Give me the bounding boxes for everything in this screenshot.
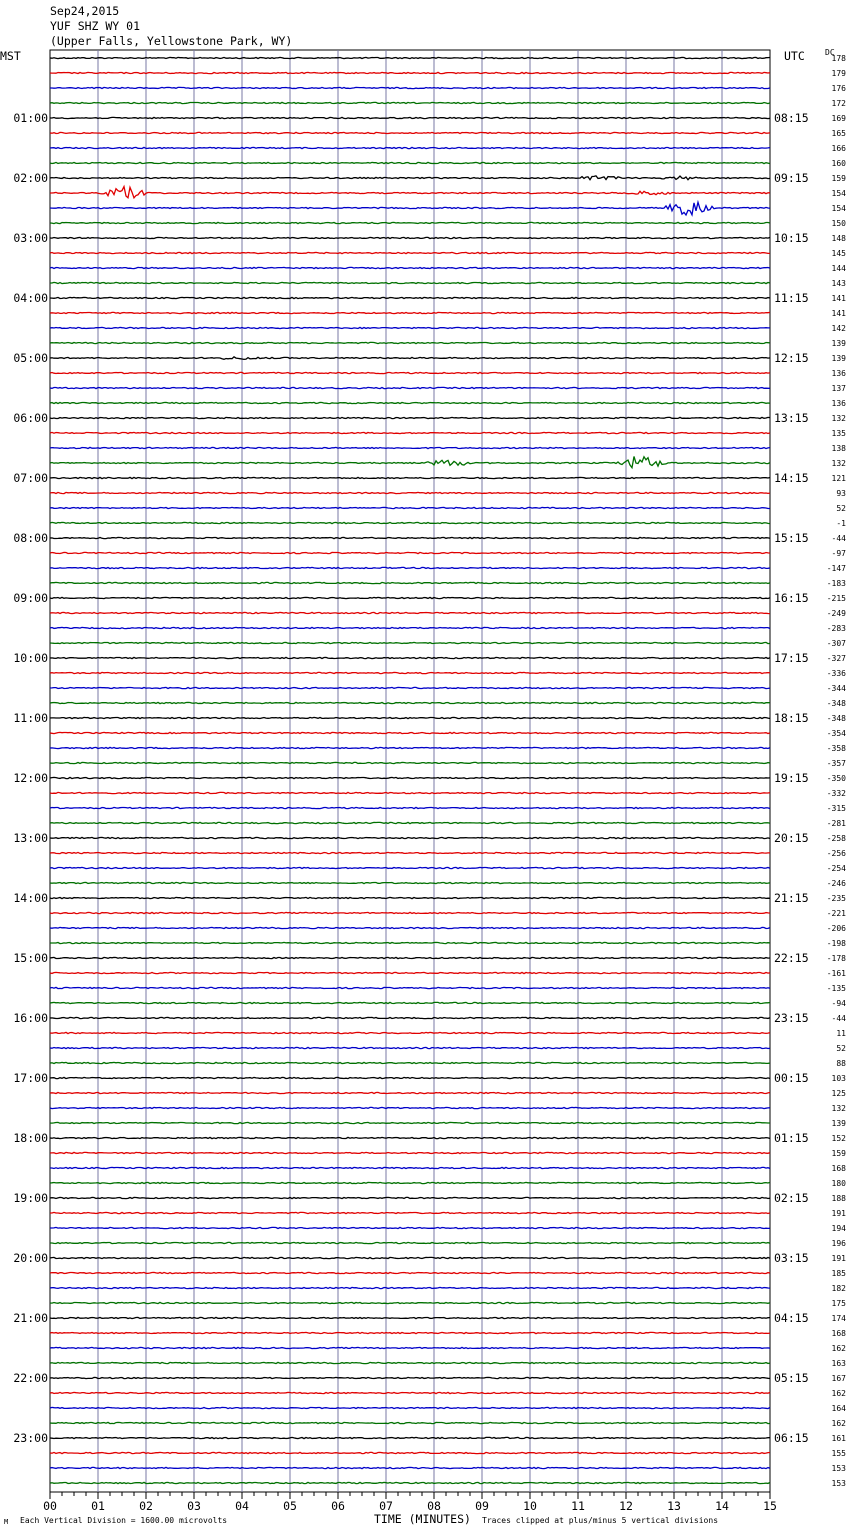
dc-value: 161 bbox=[831, 1434, 846, 1443]
utc-hour-label: 14:15 bbox=[774, 471, 809, 485]
seismic-trace bbox=[50, 432, 770, 433]
x-tick-label: 05 bbox=[283, 1499, 297, 1513]
seismic-trace bbox=[50, 1347, 770, 1348]
mst-hour-label: 13:00 bbox=[13, 831, 48, 845]
seismic-trace bbox=[50, 807, 770, 808]
mst-hour-label: 01:00 bbox=[13, 111, 48, 125]
utc-hour-label: 17:15 bbox=[774, 651, 809, 665]
dc-value: -135 bbox=[826, 984, 846, 993]
utc-hour-label: 09:15 bbox=[774, 171, 809, 185]
dc-value: 141 bbox=[831, 309, 846, 318]
mst-hour-label: 15:00 bbox=[13, 951, 48, 965]
dc-value: -1 bbox=[836, 519, 846, 528]
seismic-trace bbox=[50, 687, 770, 688]
station-label: YUF SHZ WY 01 bbox=[50, 19, 141, 33]
seismic-trace bbox=[50, 867, 770, 868]
seismic-trace bbox=[50, 1422, 770, 1423]
dc-value: 166 bbox=[831, 144, 846, 153]
dc-value: -147 bbox=[826, 564, 846, 573]
dc-value: 138 bbox=[831, 444, 846, 453]
seismic-trace bbox=[50, 957, 770, 958]
dc-value: -254 bbox=[826, 864, 846, 873]
seismic-trace bbox=[50, 612, 770, 613]
seismic-trace bbox=[50, 1242, 770, 1243]
seismic-trace bbox=[50, 732, 770, 733]
seismic-trace bbox=[50, 1092, 770, 1093]
seismic-trace bbox=[50, 402, 770, 403]
seismic-trace bbox=[50, 1332, 770, 1333]
dc-value: -307 bbox=[826, 639, 846, 648]
dc-value: -348 bbox=[826, 714, 846, 723]
x-tick-label: 08 bbox=[427, 1499, 441, 1513]
dc-value: 168 bbox=[831, 1164, 846, 1173]
seismic-trace bbox=[50, 552, 770, 553]
seismic-trace bbox=[50, 87, 770, 88]
dc-value: 196 bbox=[831, 1239, 846, 1248]
dc-value: -281 bbox=[826, 819, 846, 828]
seismic-trace bbox=[50, 897, 770, 898]
seismic-trace bbox=[50, 357, 770, 360]
seismic-trace bbox=[50, 1227, 770, 1228]
dc-value: 132 bbox=[831, 1104, 846, 1113]
mst-hour-label: 09:00 bbox=[13, 591, 48, 605]
utc-hour-label: 16:15 bbox=[774, 591, 809, 605]
dc-value: -44 bbox=[831, 534, 846, 543]
dc-value: 121 bbox=[831, 474, 846, 483]
seismic-trace bbox=[50, 1062, 770, 1063]
dc-value: 132 bbox=[831, 459, 846, 468]
dc-value: 178 bbox=[831, 54, 846, 63]
dc-value: 159 bbox=[831, 174, 846, 183]
seismic-trace bbox=[50, 1047, 770, 1048]
dc-value: 176 bbox=[831, 84, 846, 93]
seismic-trace bbox=[50, 176, 770, 180]
dc-value: 174 bbox=[831, 1314, 846, 1323]
plot-frame bbox=[50, 50, 770, 1492]
dc-value: -357 bbox=[826, 759, 846, 768]
utc-hour-label: 20:15 bbox=[774, 831, 809, 845]
dc-value: 182 bbox=[831, 1284, 846, 1293]
dc-value: -215 bbox=[826, 594, 846, 603]
mst-hour-label: 23:00 bbox=[13, 1431, 48, 1445]
seismic-trace bbox=[50, 777, 770, 778]
dc-value: 154 bbox=[831, 204, 846, 213]
clip-note: Traces clipped at plus/minus 5 vertical divisions bbox=[482, 1516, 719, 1525]
dc-value: 179 bbox=[831, 69, 846, 78]
mst-hour-label: 07:00 bbox=[13, 471, 48, 485]
utc-hour-label: 22:15 bbox=[774, 951, 809, 965]
dc-value: 125 bbox=[831, 1089, 846, 1098]
seismic-trace bbox=[50, 1077, 770, 1078]
dc-value: -198 bbox=[826, 939, 846, 948]
seismic-trace bbox=[50, 747, 770, 748]
mst-hour-label: 10:00 bbox=[13, 651, 48, 665]
seismic-trace bbox=[50, 132, 770, 133]
dc-value: 163 bbox=[831, 1359, 846, 1368]
seismic-trace bbox=[50, 252, 770, 253]
seismic-trace bbox=[50, 1002, 770, 1003]
dc-value: -161 bbox=[826, 969, 846, 978]
seismic-trace bbox=[50, 1437, 770, 1438]
dc-value: -249 bbox=[826, 609, 846, 618]
seismic-trace bbox=[50, 457, 770, 468]
seismic-trace bbox=[50, 222, 770, 223]
dc-value: 164 bbox=[831, 1404, 846, 1413]
dc-value: 139 bbox=[831, 354, 846, 363]
dc-value: -336 bbox=[826, 669, 846, 678]
seismic-trace bbox=[50, 657, 770, 658]
dc-value: 139 bbox=[831, 1119, 846, 1128]
dc-value: 150 bbox=[831, 219, 846, 228]
utc-hour-label: 02:15 bbox=[774, 1191, 809, 1205]
x-tick-label: 03 bbox=[187, 1499, 201, 1513]
seismic-trace bbox=[50, 942, 770, 943]
x-tick-label: 14 bbox=[715, 1499, 729, 1513]
utc-hour-label: 11:15 bbox=[774, 291, 809, 305]
dc-value: -332 bbox=[826, 789, 846, 798]
seismic-trace bbox=[50, 1257, 770, 1258]
seismic-trace bbox=[50, 1032, 770, 1033]
dc-value: -94 bbox=[831, 999, 846, 1008]
dc-value: -256 bbox=[826, 849, 846, 858]
x-tick-label: 02 bbox=[139, 1499, 153, 1513]
dc-value: -178 bbox=[826, 954, 846, 963]
dc-label: DC bbox=[825, 48, 835, 57]
mst-hour-label: 11:00 bbox=[13, 711, 48, 725]
dc-value: -348 bbox=[826, 699, 846, 708]
seismic-trace bbox=[50, 792, 770, 793]
dc-value: 103 bbox=[831, 1074, 846, 1083]
utc-hour-label: 12:15 bbox=[774, 351, 809, 365]
dc-value: 153 bbox=[831, 1479, 846, 1488]
seismic-trace bbox=[50, 1017, 770, 1018]
utc-hour-label: 04:15 bbox=[774, 1311, 809, 1325]
location-label: (Upper Falls, Yellowstone Park, WY) bbox=[50, 34, 293, 48]
seismic-trace bbox=[50, 1197, 770, 1198]
dc-value: -235 bbox=[826, 894, 846, 903]
seismic-trace bbox=[50, 522, 770, 523]
seismic-trace bbox=[50, 507, 770, 508]
seismic-trace bbox=[50, 327, 770, 328]
seismic-trace bbox=[50, 187, 770, 198]
x-tick-label: 00 bbox=[43, 1499, 57, 1513]
dc-value: 172 bbox=[831, 99, 846, 108]
seismic-trace bbox=[50, 822, 770, 823]
dc-value: 168 bbox=[831, 1329, 846, 1338]
seismic-trace bbox=[50, 672, 770, 673]
x-tick-label: 12 bbox=[619, 1499, 633, 1513]
seismic-trace bbox=[50, 1137, 770, 1138]
mst-hour-label: 17:00 bbox=[13, 1071, 48, 1085]
utc-hour-label: 03:15 bbox=[774, 1251, 809, 1265]
seismic-trace bbox=[50, 972, 770, 973]
dc-value: 165 bbox=[831, 129, 846, 138]
utc-hour-label: 23:15 bbox=[774, 1011, 809, 1025]
dc-value: -315 bbox=[826, 804, 846, 813]
seismic-trace bbox=[50, 1452, 770, 1453]
mst-hour-label: 02:00 bbox=[13, 171, 48, 185]
dc-value: 191 bbox=[831, 1209, 846, 1218]
dc-value: 11 bbox=[836, 1029, 846, 1038]
seismic-trace bbox=[50, 597, 770, 598]
seismic-trace bbox=[50, 1467, 770, 1468]
seismic-trace bbox=[50, 852, 770, 853]
seismic-trace bbox=[50, 312, 770, 313]
seismic-trace bbox=[50, 57, 770, 58]
seismic-trace bbox=[50, 237, 770, 238]
dc-value: 191 bbox=[831, 1254, 846, 1263]
dc-value: 136 bbox=[831, 399, 846, 408]
seismic-trace bbox=[50, 372, 770, 373]
seismic-trace bbox=[50, 702, 770, 703]
seismic-trace bbox=[50, 717, 770, 718]
mst-hour-label: 21:00 bbox=[13, 1311, 48, 1325]
x-tick-label: 09 bbox=[475, 1499, 489, 1513]
seismic-trace bbox=[50, 987, 770, 988]
seismic-trace bbox=[50, 102, 770, 103]
utc-hour-label: 05:15 bbox=[774, 1371, 809, 1385]
dc-value: -350 bbox=[826, 774, 846, 783]
utc-hour-label: 08:15 bbox=[774, 111, 809, 125]
scale-note: Each Vertical Division = 1600.00 microvolts bbox=[20, 1516, 228, 1525]
seismic-trace bbox=[50, 477, 770, 478]
dc-value: 145 bbox=[831, 249, 846, 258]
x-tick-label: 11 bbox=[571, 1499, 585, 1513]
mst-hour-label: 03:00 bbox=[13, 231, 48, 245]
seismic-trace bbox=[50, 537, 770, 538]
utc-hour-label: 18:15 bbox=[774, 711, 809, 725]
dc-value: -44 bbox=[831, 1014, 846, 1023]
seismic-trace bbox=[50, 1272, 770, 1273]
seismic-trace bbox=[50, 297, 770, 298]
x-tick-label: 07 bbox=[379, 1499, 393, 1513]
seismic-trace bbox=[50, 1182, 770, 1183]
x-tick-label: 15 bbox=[763, 1499, 777, 1513]
corner-mark: M bbox=[4, 1518, 9, 1526]
dc-value: 159 bbox=[831, 1149, 846, 1158]
seismic-trace bbox=[50, 387, 770, 388]
seismic-trace bbox=[50, 1407, 770, 1408]
dc-value: -97 bbox=[831, 549, 846, 558]
seismic-trace bbox=[50, 837, 770, 838]
dc-value: -206 bbox=[826, 924, 846, 933]
dc-value: 154 bbox=[831, 189, 846, 198]
dc-value: 142 bbox=[831, 324, 846, 333]
dc-value: 169 bbox=[831, 114, 846, 123]
dc-value: -258 bbox=[826, 834, 846, 843]
dc-value: -358 bbox=[826, 744, 846, 753]
seismic-trace bbox=[50, 882, 770, 883]
dc-value: -327 bbox=[826, 654, 846, 663]
utc-hour-label: 21:15 bbox=[774, 891, 809, 905]
utc-hour-label: 10:15 bbox=[774, 231, 809, 245]
x-axis-title: TIME (MINUTES) bbox=[374, 1512, 471, 1526]
dc-value: 160 bbox=[831, 159, 846, 168]
seismic-trace bbox=[50, 762, 770, 763]
x-tick-label: 10 bbox=[523, 1499, 537, 1513]
mst-hour-label: 22:00 bbox=[13, 1371, 48, 1385]
x-tick-label: 13 bbox=[667, 1499, 681, 1513]
seismic-trace bbox=[50, 1362, 770, 1363]
utc-hour-label: 13:15 bbox=[774, 411, 809, 425]
dc-value: 185 bbox=[831, 1269, 846, 1278]
seismic-trace bbox=[50, 1482, 770, 1483]
dc-value: -354 bbox=[826, 729, 846, 738]
dc-value: 143 bbox=[831, 279, 846, 288]
seismic-trace bbox=[50, 417, 770, 418]
dc-value: 180 bbox=[831, 1179, 846, 1188]
mst-axis-label: MST bbox=[0, 49, 21, 63]
mst-hour-label: 04:00 bbox=[13, 291, 48, 305]
seismic-trace bbox=[50, 1122, 770, 1123]
dc-value: 188 bbox=[831, 1194, 846, 1203]
seismic-trace bbox=[50, 492, 770, 493]
mst-hour-label: 12:00 bbox=[13, 771, 48, 785]
seismic-trace bbox=[50, 1152, 770, 1153]
dc-value: 144 bbox=[831, 264, 846, 273]
utc-axis-label: UTC bbox=[784, 49, 805, 63]
seismic-trace bbox=[50, 927, 770, 928]
dc-value: 162 bbox=[831, 1389, 846, 1398]
mst-hour-label: 18:00 bbox=[13, 1131, 48, 1145]
date-label: Sep24,2015 bbox=[50, 4, 120, 18]
dc-value: -283 bbox=[826, 624, 846, 633]
seismic-trace bbox=[50, 267, 770, 268]
dc-value: -344 bbox=[826, 684, 846, 693]
seismic-trace bbox=[50, 1302, 770, 1303]
mst-hour-label: 14:00 bbox=[13, 891, 48, 905]
seismic-trace bbox=[50, 1287, 770, 1288]
seismic-trace bbox=[50, 282, 770, 283]
seismic-trace bbox=[50, 1317, 770, 1318]
seismic-trace bbox=[50, 627, 770, 628]
seismic-trace bbox=[50, 567, 770, 568]
dc-value: 137 bbox=[831, 384, 846, 393]
utc-hour-label: 19:15 bbox=[774, 771, 809, 785]
dc-value: 93 bbox=[836, 489, 846, 498]
dc-value: 175 bbox=[831, 1299, 846, 1308]
dc-value: 52 bbox=[836, 504, 846, 513]
dc-value: -246 bbox=[826, 879, 846, 888]
dc-value: 136 bbox=[831, 369, 846, 378]
mst-hour-label: 19:00 bbox=[13, 1191, 48, 1205]
seismic-trace bbox=[50, 1212, 770, 1213]
mst-hour-label: 16:00 bbox=[13, 1011, 48, 1025]
dc-value: -221 bbox=[826, 909, 846, 918]
dc-value: -183 bbox=[826, 579, 846, 588]
dc-value: 132 bbox=[831, 414, 846, 423]
mst-hour-label: 05:00 bbox=[13, 351, 48, 365]
seismic-trace bbox=[50, 1107, 770, 1108]
seismic-trace bbox=[50, 447, 770, 448]
x-tick-label: 04 bbox=[235, 1499, 249, 1513]
utc-hour-label: 00:15 bbox=[774, 1071, 809, 1085]
dc-value: 167 bbox=[831, 1374, 846, 1383]
seismic-trace bbox=[50, 117, 770, 118]
seismic-trace bbox=[50, 72, 770, 73]
seismic-trace bbox=[50, 642, 770, 643]
utc-hour-label: 15:15 bbox=[774, 531, 809, 545]
mst-hour-label: 20:00 bbox=[13, 1251, 48, 1265]
dc-value: 153 bbox=[831, 1464, 846, 1473]
dc-value: 52 bbox=[836, 1044, 846, 1053]
dc-value: 135 bbox=[831, 429, 846, 438]
x-tick-label: 01 bbox=[91, 1499, 105, 1513]
utc-hour-label: 06:15 bbox=[774, 1431, 809, 1445]
dc-value: 141 bbox=[831, 294, 846, 303]
dc-value: 139 bbox=[831, 339, 846, 348]
dc-value: 148 bbox=[831, 234, 846, 243]
seismic-trace bbox=[50, 1392, 770, 1393]
dc-value: 162 bbox=[831, 1419, 846, 1428]
utc-hour-label: 01:15 bbox=[774, 1131, 809, 1145]
dc-value: 88 bbox=[836, 1059, 846, 1068]
seismic-trace bbox=[50, 912, 770, 913]
seismic-trace bbox=[50, 162, 770, 163]
dc-value: 155 bbox=[831, 1449, 846, 1458]
mst-hour-label: 08:00 bbox=[13, 531, 48, 545]
mst-hour-label: 06:00 bbox=[13, 411, 48, 425]
seismic-trace bbox=[50, 582, 770, 583]
seismic-trace bbox=[50, 1377, 770, 1378]
seismic-trace bbox=[50, 342, 770, 343]
seismic-trace bbox=[50, 1167, 770, 1168]
seismic-trace bbox=[50, 147, 770, 148]
seismic-trace bbox=[50, 202, 770, 215]
x-tick-label: 06 bbox=[331, 1499, 345, 1513]
dc-value: 194 bbox=[831, 1224, 846, 1233]
dc-value: 152 bbox=[831, 1134, 846, 1143]
dc-value: 162 bbox=[831, 1344, 846, 1353]
